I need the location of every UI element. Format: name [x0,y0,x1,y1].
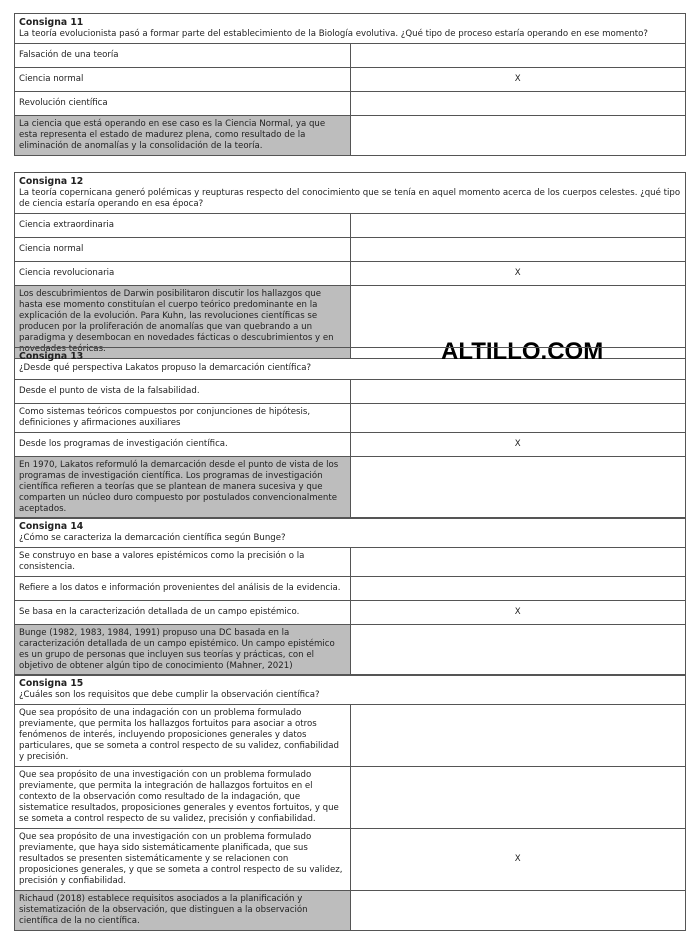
option-mark [350,767,686,829]
option-mark [350,404,686,433]
option-row[interactable] [15,548,686,577]
explanation-row [15,116,686,156]
explanation-row [15,891,686,931]
question-header [15,518,686,548]
option-text: Que sea propósito de una investigación con un problema formulado previamente, que permita la integración de hallazgos fortuitos en el contexto de la observación como resultado de la indagación, que sistematice resultados, proposiciones generales y eventos fortuitos, y que se someta a control respecto de su validez, precisión y confiabilidad. [15,767,351,829]
question-header [15,348,686,380]
option-mark: X [350,433,686,457]
option-mark: X [350,68,686,92]
option-text: Se basa en la caracterización detallada de un campo epistémico. [15,601,351,625]
option-mark [350,548,686,577]
option-row[interactable] [15,577,686,601]
option-row[interactable] [15,68,686,92]
option-row[interactable] [15,380,686,404]
explanation-text: La ciencia que está operando en ese caso es la Ciencia Normal, ya que esta representa el estado de madurez plena, como resultado de la eliminación de anomalías y la consolidación de la teoría. [15,116,351,156]
option-row[interactable] [15,829,686,891]
question-text: ¿Cómo se caracteriza la demarcación científica según Bunge? [19,533,286,543]
question-block-13 [14,347,686,519]
option-row[interactable] [15,705,686,767]
question-header [15,675,686,705]
question-block-11 [14,13,686,156]
option-mark [350,214,686,238]
option-mark [350,92,686,116]
option-text: Como sistemas teóricos compuestos por conjunciones de hipótesis, definiciones y afirmaciones auxiliares [15,404,351,433]
explanation-text: Bunge (1982, 1983, 1984, 1991) propuso una DC basada en la caracterización detallada de un campo epistémico. Un campo epistémico es un grupo de personas que incluyen sus teorías y prácticas, con el objetivo de obtener algún tipo de conocimiento (Mahner, 2021) [15,625,351,676]
option-text: Que sea propósito de una investigación con un problema formulado previamente, que haya sido sistemáticamente planificada, que sus resultados se presenten sistemáticamente y se relacionen con proposiciones generales, y que se someta a control respecto de su validez, precisión y confiabilidad. [15,829,351,891]
explanation-text: Richaud (2018) establece requisitos asociados a la planificación y sistematización de la observación, que distinguen a la observación científica de la no científica. [15,891,351,931]
question-text: La teoría evolucionista pasó a formar parte del establecimiento de la Biología evolutiva. ¿Qué tipo de proceso estaría operando en ese momento? [19,29,648,39]
question-title: Consigna 15 [19,678,84,689]
option-text: Se construyo en base a valores epistémicos como la precisión o la consistencia. [15,548,351,577]
question-title: Consigna 13 [19,351,84,362]
option-row[interactable] [15,92,686,116]
explanation-mark-cell [350,891,686,931]
option-row[interactable] [15,262,686,286]
explanation-row [15,625,686,676]
question-title: Consigna 12 [19,176,84,187]
explanation-row [15,457,686,519]
explanation-mark-cell [350,116,686,156]
question-block-12 [14,172,686,359]
option-text: Desde el punto de vista de la falsabilidad. [15,380,351,404]
option-mark [350,380,686,404]
option-mark: X [350,262,686,286]
option-row[interactable] [15,433,686,457]
option-row[interactable] [15,214,686,238]
option-mark [350,705,686,767]
option-mark: X [350,829,686,891]
option-row[interactable] [15,404,686,433]
question-title: Consigna 11 [19,17,84,28]
explanation-text: En 1970, Lakatos reformuló la demarcación desde el punto de vista de los programas de investigación científica. Los programas de investigación científica refieren a teorías que se plantean de manera sucesiva y que comparten un núcleo duro compuesto por postulados convencionalmente aceptados. [15,457,351,519]
option-row[interactable] [15,238,686,262]
option-text: Ciencia revolucionaria [15,262,351,286]
question-text: La teoría copernicana generó polémicas y reupturas respecto del conocimiento que se tenía en aquel momento acerca de los cuerpos celestes. ¿qué tipo de ciencia estaría operando en esa época? [19,188,681,209]
option-mark [350,44,686,68]
question-text: ¿Desde qué perspectiva Lakatos propuso la demarcación científica? [19,363,312,373]
option-text: Desde los programas de investigación científica. [15,433,351,457]
watermark: ALTILLO.COM [441,338,604,365]
question-title: Consigna 14 [19,521,84,532]
question-block-15 [14,674,686,931]
question-header [15,14,686,44]
option-text: Ciencia normal [15,238,351,262]
option-text: Refiere a los datos e información provenientes del análisis de la evidencia. [15,577,351,601]
option-text: Ciencia extraordinaria [15,214,351,238]
explanation-text: Los descubrimientos de Darwin posibilitaron discutir los hallazgos que hasta ese momento constituían el cuerpo teórico predominante en la explicación de la evolución. Para Kuhn, las revoluciones científicas se producen por la proliferación de anomalías que van quebrando a un paradigma y desembocan en novedades fácticas o descubrimientos y en novedades teóricas. [15,286,351,359]
explanation-mark-cell [350,625,686,676]
option-row[interactable] [15,767,686,829]
option-text: Falsación de una teoría [15,44,351,68]
option-text: Que sea propósito de una indagación con un problema formulado previamente, que permita los hallazgos fortuitos para asociar a otros fenómenos de interés, incluyendo proposiciones generales y datos particulares, que se someta a control respecto de su validez, confiabilidad y precisión. [15,705,351,767]
option-mark [350,577,686,601]
option-text: Ciencia normal [15,68,351,92]
question-block-14 [14,517,686,676]
question-text: ¿Cuáles son los requisitos que debe cumplir la observación científica? [19,690,320,700]
option-row[interactable] [15,601,686,625]
option-row[interactable] [15,44,686,68]
option-mark [350,238,686,262]
question-header [15,173,686,214]
option-text: Revolución científica [15,92,351,116]
option-mark: X [350,601,686,625]
explanation-mark-cell [350,457,686,519]
